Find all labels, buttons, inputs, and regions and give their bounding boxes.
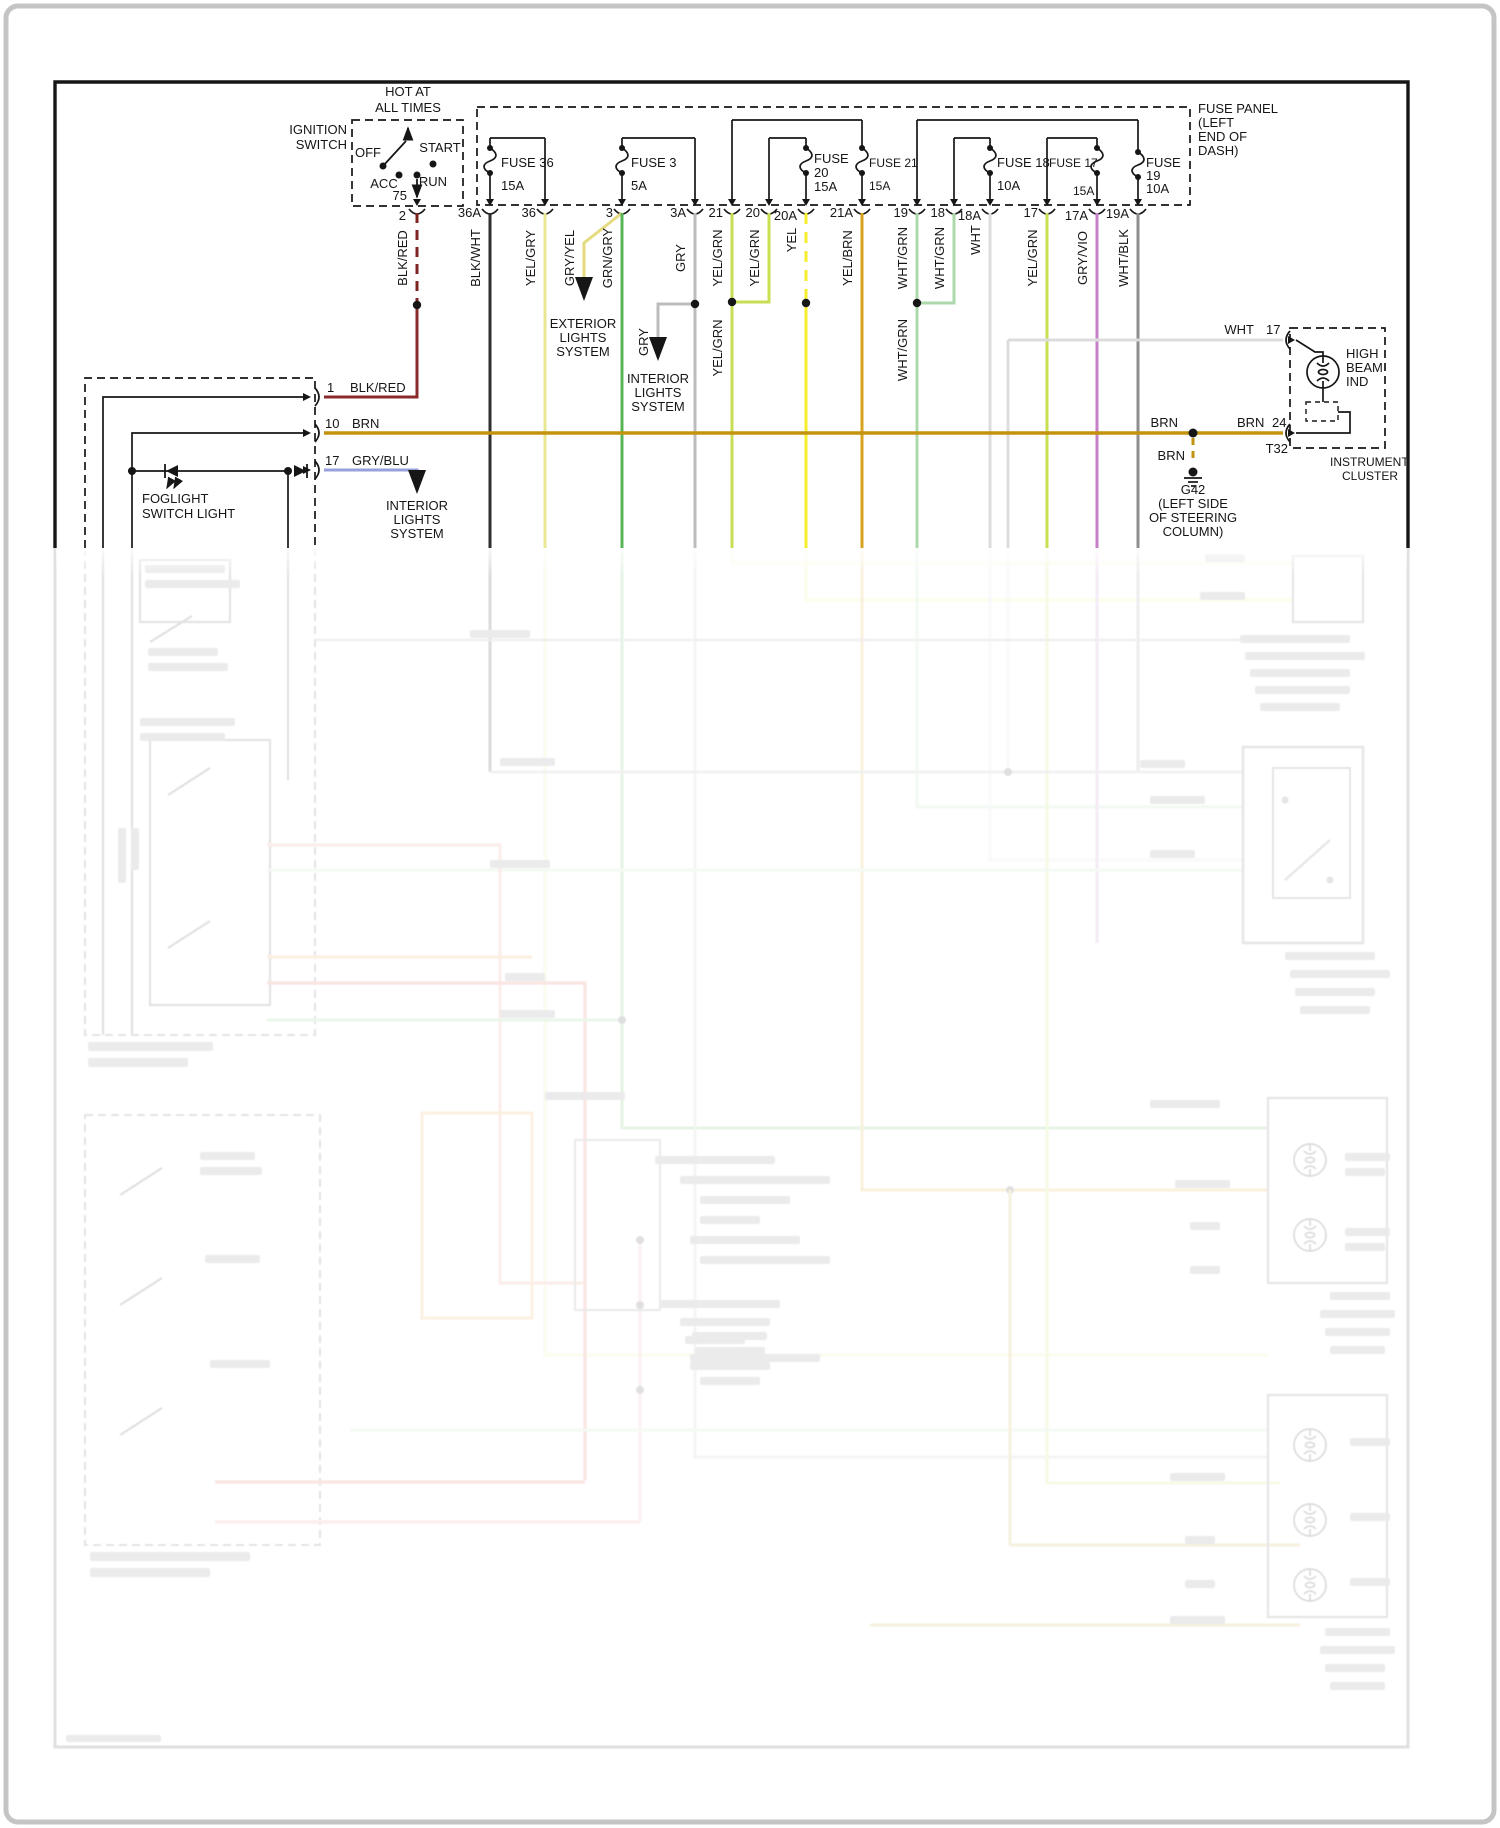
wire-label-wht-blk: WHT/BLK — [1116, 229, 1131, 287]
foglight-pin1-wire: BLK/RED — [350, 380, 406, 395]
ground-loc-3: COLUMN) — [1162, 524, 1224, 539]
high-beam-1: HIGH — [1346, 346, 1379, 361]
high-beam-3: IND — [1346, 374, 1369, 389]
fuse-18-icon — [984, 145, 996, 176]
wire-label-gry: GRY — [673, 244, 688, 272]
foglight-pin17-connector — [303, 461, 319, 479]
fuse-17-amp: 15A — [1073, 184, 1095, 198]
fuse-18-name: FUSE 18 — [997, 155, 1050, 170]
ground-loc-2: OF STEERING — [1148, 510, 1238, 525]
terminal-21: 21 — [708, 205, 723, 220]
wire-label-yel: YEL — [784, 227, 799, 253]
wire-label-yel-grn-17: YEL/GRN — [1025, 229, 1040, 287]
pin-75: 75 — [392, 188, 407, 203]
pin-24: 24 — [1272, 415, 1287, 430]
high-beam-bulb-icon — [1307, 356, 1339, 388]
foglight-switch-box — [85, 378, 315, 548]
wire-label-yel-grn-20: YEL/GRN — [747, 229, 762, 287]
wire-label-gry-branch: GRY — [636, 328, 651, 356]
pin-2: 2 — [398, 208, 406, 223]
fuse-21-amp: 15A — [869, 179, 891, 193]
fuse-17-name: FUSE 17 — [1049, 156, 1098, 170]
wire-label-gry-yel: GRY/YEL — [562, 229, 577, 287]
t32-connector-label: T32 — [1265, 441, 1288, 456]
interior-lights-left-3: SYSTEM — [390, 526, 444, 541]
fuse-36-name: FUSE 36 — [501, 155, 554, 170]
interior-lights-top-1: INTERIOR — [626, 371, 690, 386]
pos-off: OFF — [355, 145, 381, 160]
wire-label-blk-red: BLK/RED — [395, 230, 410, 286]
terminal-21A: 21A — [829, 205, 853, 220]
all-times-label: ALL TIMES — [375, 100, 441, 115]
terminal-36: 36 — [521, 205, 536, 220]
wire-label-wht-grn-18: WHT/GRN — [932, 226, 947, 290]
fuse-18-amp: 10A — [997, 178, 1021, 193]
pos-start: START — [419, 140, 461, 155]
fuse-19-name: FUSE — [1146, 155, 1181, 170]
terminal-20: 20 — [745, 205, 760, 220]
led-icon — [165, 464, 179, 488]
fuse-panel-label-4: DASH) — [1198, 143, 1239, 158]
terminal-3: 3 — [605, 205, 613, 220]
fuse-20-num: 20 — [814, 165, 829, 180]
fuse-21-icon — [856, 145, 868, 176]
wht-label: WHT — [1224, 322, 1254, 337]
wire-label-wht-grn-19: WHT/GRN — [895, 226, 910, 290]
instrument-cluster-name-1: INSTRUMENT — [1330, 455, 1409, 469]
fuse-19-icon — [1132, 149, 1144, 180]
terminal-20A: 20A — [773, 208, 797, 223]
high-beam-2: BEAM — [1346, 360, 1383, 375]
foglight-pin10-num: 10 — [325, 416, 340, 431]
switch-lever — [383, 141, 406, 166]
terminal-36A: 36A — [457, 205, 481, 220]
ignition-label: IGNITION — [289, 122, 347, 137]
wire-label-yel-gry: YEL/GRY — [523, 229, 538, 287]
wire-label-grn-gry: GRN/GRY — [600, 227, 615, 289]
foglight-pin1-num: 1 — [327, 380, 335, 395]
wire-label-wht-grn-merged: WHT/GRN — [895, 318, 910, 382]
wire-label-yel-brn: YEL/BRN — [840, 230, 855, 286]
wire-label-wht: WHT — [968, 225, 983, 255]
cluster-pin17-connector — [1286, 331, 1295, 349]
terminal-19A: 19A — [1105, 206, 1129, 221]
fuse-19-num: 19 — [1146, 168, 1161, 183]
foglight-switch — [85, 378, 417, 548]
fuse-panel-terminals — [482, 199, 1146, 214]
pos-run: RUN — [418, 174, 448, 189]
fuse-20-name: FUSE — [814, 151, 849, 166]
ignition-switch — [289, 84, 463, 223]
ground-loc-1: (LEFT SIDE — [1158, 496, 1228, 511]
fuse-3-amp: 5A — [631, 178, 647, 193]
terminal-17: 17 — [1023, 205, 1038, 220]
foglight-pin17-num: 17 — [325, 453, 340, 468]
fuse-3-name: FUSE 3 — [631, 155, 677, 170]
fuse-20-amp: 15A — [814, 179, 838, 194]
instrument-cluster-name-2: CLUSTER — [1342, 469, 1399, 483]
wire-label-yel-grn-merged: YEL/GRN — [710, 319, 725, 377]
pin-17: 17 — [1266, 322, 1281, 337]
foglight-pin10-wire: BRN — [352, 416, 380, 431]
brn-label-right: BRN — [1237, 415, 1265, 430]
terminal-17A: 17A — [1064, 208, 1088, 223]
faded-diagram-region — [55, 548, 1408, 1747]
gry-blu-wire — [324, 470, 417, 491]
wire-label-yel-grn-21: YEL/GRN — [710, 229, 725, 287]
fuse-panel-label-2: (LEFT — [1198, 115, 1235, 130]
foglight-pin17-wire: GRY/BLU — [352, 453, 409, 468]
exterior-lights-1: EXTERIOR — [549, 316, 617, 331]
fuse-19-amp: 10A — [1146, 181, 1170, 196]
wire-label-gry-vio: GRY/VIO — [1075, 231, 1090, 285]
fuse-3-icon — [616, 145, 628, 176]
exterior-lights-2: LIGHTS — [559, 330, 607, 345]
terminal-3A: 3A — [670, 205, 686, 220]
fuse-36-amp: 15A — [501, 178, 525, 193]
terminal-18A: 18A — [957, 208, 981, 223]
brn-ground-label: BRN — [1157, 448, 1185, 463]
foglight-pin10-connector — [303, 424, 319, 442]
foglight-label-2: SWITCH LIGHT — [142, 506, 236, 521]
interior-lights-left-1: INTERIOR — [385, 498, 449, 513]
brn-label-left: BRN — [1150, 415, 1178, 430]
terminal-19: 19 — [893, 205, 908, 220]
fuse-panel — [458, 101, 1278, 223]
fuse-21-name: FUSE 21 — [869, 156, 918, 170]
switch-label: SWITCH — [295, 137, 347, 152]
fuse-panel-label-1: FUSE PANEL — [1198, 101, 1278, 116]
led-icon-2 — [294, 464, 307, 478]
fuse-36-icon — [484, 145, 496, 176]
wiring-diagram-crisp-section — [55, 82, 1409, 548]
pos-acc: ACC — [370, 176, 398, 191]
fuse-panel-label-3: END OF — [1198, 129, 1248, 144]
terminal-18: 18 — [930, 205, 945, 220]
exterior-lights-3: SYSTEM — [556, 344, 610, 359]
interior-lights-top-2: LIGHTS — [634, 385, 682, 400]
interior-lights-left-2: LIGHTS — [393, 512, 441, 527]
wire-label-blk-wht: BLK/WHT — [468, 229, 483, 287]
ground-name: G42 — [1180, 482, 1206, 497]
foglight-pin1-connector — [303, 388, 319, 406]
fuse-20-icon — [800, 145, 812, 176]
hot-at-label: HOT AT — [385, 84, 431, 99]
interior-lights-top-3: SYSTEM — [631, 399, 685, 414]
instrument-cluster — [1266, 328, 1410, 483]
foglight-label-1: FOGLIGHT — [142, 491, 209, 506]
